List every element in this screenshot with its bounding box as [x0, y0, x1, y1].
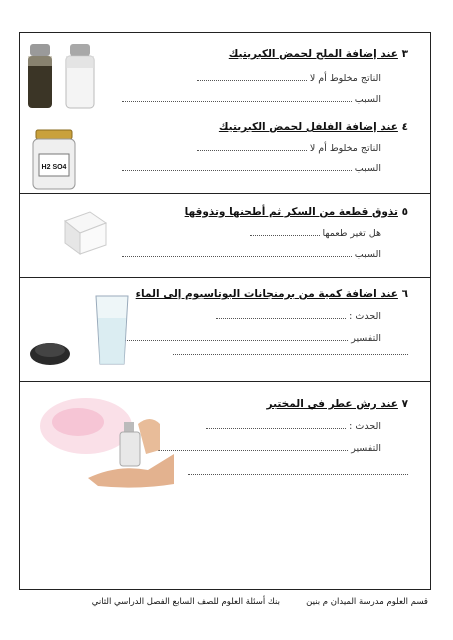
question-number: ٦	[401, 288, 408, 300]
section-divider	[20, 193, 430, 194]
answer-line[interactable]	[203, 420, 381, 432]
question-number: ٣	[401, 48, 408, 60]
answer-label: التفسير	[351, 443, 381, 454]
sulfuric-acid-jar-image	[30, 128, 78, 192]
answer-line[interactable]	[194, 142, 381, 154]
question-number: ٧	[401, 398, 408, 410]
shaker-cap	[30, 44, 50, 56]
question-6-title	[136, 288, 408, 300]
question-5-title	[185, 206, 408, 218]
answer-line[interactable]	[213, 310, 381, 322]
answer-label: الناتج مخلوط أم لا	[309, 143, 381, 154]
answer-line-extra[interactable]	[170, 346, 411, 358]
salt-pepper-shakers-image	[24, 40, 104, 112]
section-divider	[20, 277, 430, 278]
section-divider	[20, 381, 430, 382]
answer-line[interactable]	[119, 93, 381, 105]
answer-label: الحدث :	[349, 421, 381, 432]
question-text: عند رش عطر في المختبر	[266, 398, 398, 410]
answer-label: السبب	[354, 249, 381, 260]
shaker-cap	[70, 44, 90, 56]
answer-line[interactable]	[119, 162, 381, 174]
answer-label: هل تغير طعمها	[322, 228, 381, 239]
question-text: عند إضافة الملح لحمض الكبريتيك	[228, 48, 398, 60]
question-number: ٥	[401, 206, 408, 218]
jar-lid	[36, 130, 72, 139]
question-text: عند إضافة الفلفل لحمض الكبريتيك	[218, 121, 398, 133]
glass-and-permanganate-image	[28, 292, 138, 372]
question-3-title	[229, 48, 408, 60]
answer-label: السبب	[354, 163, 381, 174]
answer-label: السبب	[354, 94, 381, 105]
perfume-bottle	[120, 432, 140, 466]
answer-line[interactable]	[194, 72, 381, 84]
jar-label: H2 SO4	[41, 164, 67, 171]
answer-line[interactable]	[120, 332, 381, 344]
answer-line[interactable]	[247, 227, 382, 239]
footer-school: قسم العلوم مدرسة الميدان م بنين	[306, 597, 428, 607]
footer-bank-title: بنك أسئلة العلوم للصف السابع الفصل الدراسي الثاني	[91, 597, 280, 607]
answer-label: التفسير	[351, 333, 381, 344]
answer-line[interactable]	[155, 442, 381, 454]
answer-label: الحدث :	[349, 311, 381, 322]
perfume-spray-image	[38, 394, 176, 490]
answer-line-extra[interactable]	[185, 466, 411, 478]
sugar-cube-image	[60, 207, 110, 257]
question-text: عند اضافة كمية من برمنجانات البوتاسيوم إلى الماء	[135, 288, 398, 300]
question-4-title	[219, 121, 408, 133]
answer-line[interactable]	[119, 248, 381, 260]
answer-label: الناتج مخلوط أم لا	[309, 73, 381, 84]
question-7-title	[267, 398, 408, 410]
question-text: تذوق قطعة من السكر ثم أطحنها وتذوقها	[184, 206, 398, 218]
question-number: ٤	[401, 121, 408, 133]
